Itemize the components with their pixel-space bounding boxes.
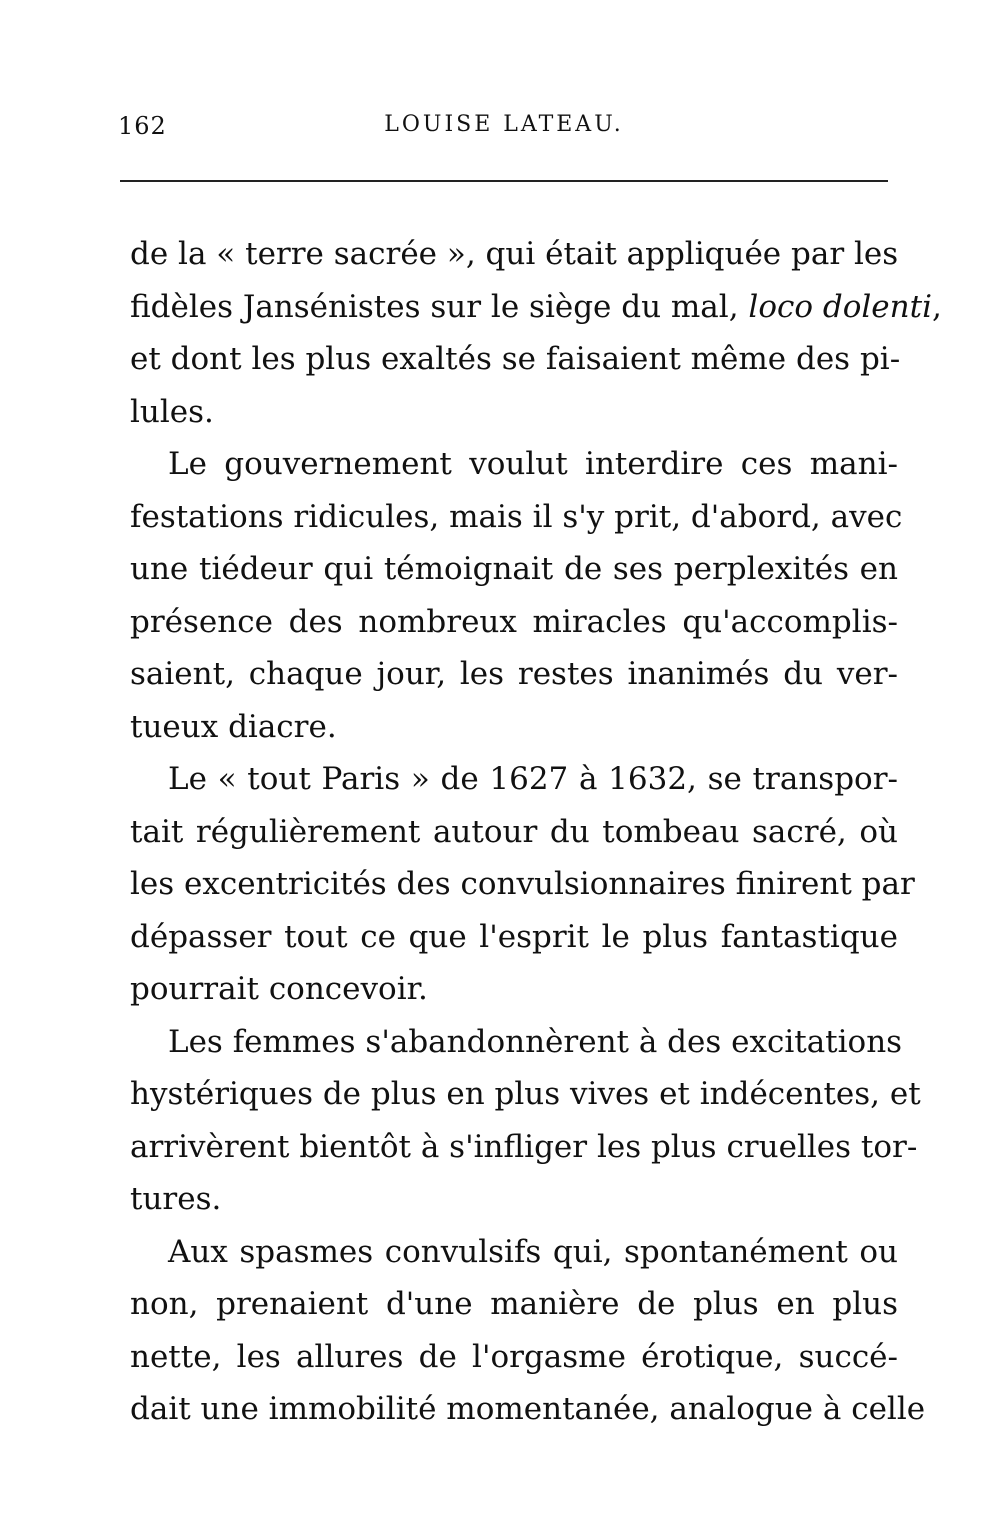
text-line: hystériques de plus en plus vives et indécentes, et xyxy=(130,1076,921,1112)
text-line: dépasser tout ce que l'esprit le plus fantastique xyxy=(130,918,898,955)
text-line: lules. xyxy=(130,393,214,430)
text-line: Aux spasmes convulsifs qui, spontanément ou xyxy=(168,1233,898,1270)
italic-phrase: loco dolenti xyxy=(748,288,932,325)
running-head xyxy=(118,112,890,148)
paragraph xyxy=(130,1226,926,1436)
text-line: pourrait concevoir. xyxy=(130,971,428,1007)
running-title: LOUISE LATEAU. xyxy=(384,112,624,137)
paragraph xyxy=(130,1016,921,1226)
text-line: une tiédeur qui témoignait de ses perplexités en xyxy=(130,551,898,587)
text-line: Le « tout Paris » de 1627 à 1632, se transpor- xyxy=(168,761,898,797)
paragraph xyxy=(130,753,915,1016)
text-line: Le gouvernement voulut interdire ces mani- xyxy=(168,446,898,482)
body-text xyxy=(130,228,942,1436)
text-line: présence des nombreux miracles qu'accomplis- xyxy=(130,603,898,640)
text-segment: , xyxy=(932,288,942,325)
text-line: arrivèrent bientôt à s'infliger les plus cruelles tor- xyxy=(130,1128,918,1165)
paragraph xyxy=(130,438,903,753)
text-line-with-italic xyxy=(130,281,942,334)
page-number: 162 xyxy=(118,112,167,140)
text-line: tait régulièrement autour du tombeau sacré, où xyxy=(130,813,898,850)
text-line: tueux diacre. xyxy=(130,708,337,745)
paragraph xyxy=(130,228,942,438)
text-line: Les femmes s'abandonnèrent à des excitations xyxy=(168,1023,903,1060)
text-line: nette, les allures de l'orgasme érotique, succé- xyxy=(130,1338,898,1375)
text-line: tures. xyxy=(130,1181,222,1217)
text-line: et dont les plus exaltés se faisaient même des pi- xyxy=(130,341,901,377)
text-line: dait une immobilité momentanée, analogue à celle xyxy=(130,1391,926,1427)
text-line: non, prenaient d'une manière de plus en plus xyxy=(130,1286,898,1322)
text-line: les excentricités des convulsionnaires finirent par xyxy=(130,866,915,902)
text-line: saient, chaque jour, les restes inanimés du ver- xyxy=(130,656,898,692)
text-line: festations ridicules, mais il s'y prit, d'abord, avec xyxy=(130,498,903,535)
text-segment: fidèles Jansénistes sur le siège du mal, xyxy=(130,288,749,325)
header-rule xyxy=(120,180,888,182)
text-line: de la « terre sacrée », qui était appliquée par les xyxy=(130,236,899,272)
